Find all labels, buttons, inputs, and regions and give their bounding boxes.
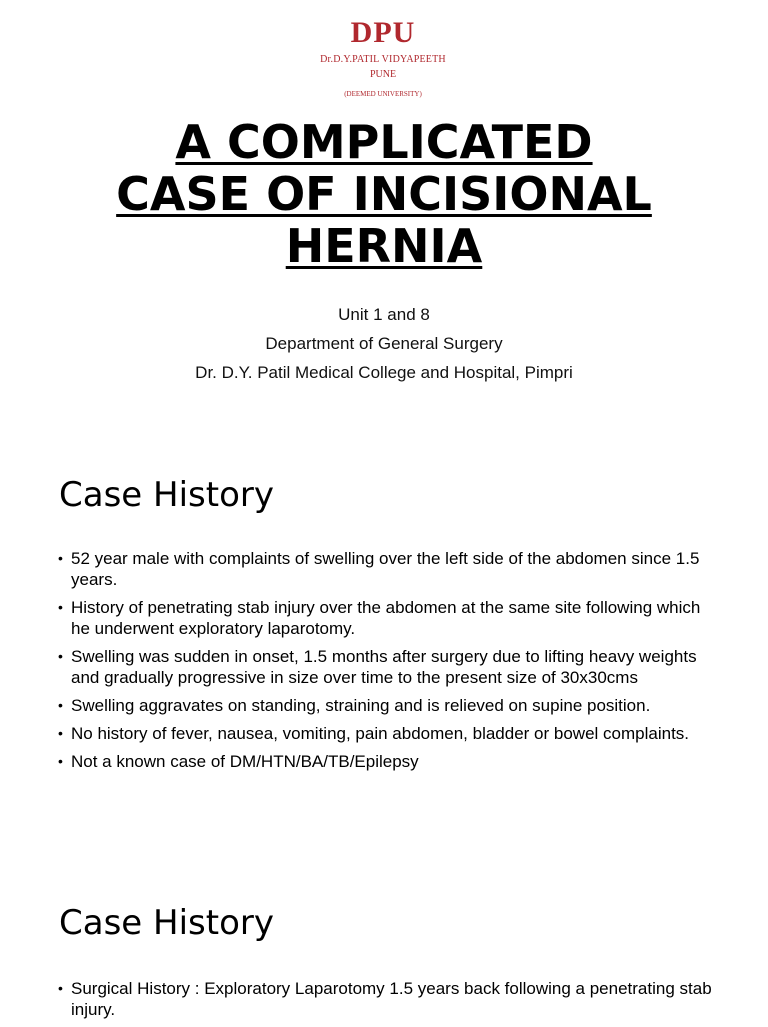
list-item: • History of penetrating stab injury over the abdomen at the same site following which he underwent exploratory laparotomy. — [56, 597, 716, 639]
logo-mark: DPU — [350, 16, 416, 49]
list-item: • No history of fever, nausea, vomiting, pain abdomen, bladder or bowel complaints. — [56, 723, 716, 744]
case-history-slide-1 — [0, 440, 768, 860]
subtitle-department: Department of General Surgery — [265, 334, 503, 353]
subtitle-institution: Dr. D.Y. Patil Medical College and Hospital, Pimpri — [195, 363, 573, 382]
title-line-3: HERNIA — [285, 219, 483, 273]
presentation-title — [60, 116, 708, 272]
presentation-subtitle — [60, 300, 708, 387]
list-item: • Not a known case of DM/HTN/BA/TB/Epilepsy — [56, 751, 716, 772]
slide-heading: Case History — [59, 475, 274, 515]
bullet-list — [56, 548, 716, 779]
list-item: • Swelling aggravates on standing, straining and is relieved on supine position. — [56, 695, 716, 716]
bullet-list — [56, 978, 716, 1027]
logo-status: (DEEMED UNIVERSITY) — [344, 90, 422, 98]
title-line-1: A COMPLICATED — [175, 115, 593, 169]
logo-city: PUNE — [369, 69, 397, 80]
slide-heading: Case History — [59, 903, 274, 943]
list-item: • 52 year male with complaints of swelling over the left side of the abdomen since 1.5 years. — [56, 548, 716, 590]
university-logo — [313, 8, 453, 112]
list-item: • Surgical History : Exploratory Laparotomy 1.5 years back following a penetrating stab injury. — [56, 978, 716, 1020]
list-item: • Swelling was sudden in onset, 1.5 months after surgery due to lifting heavy weights and gradually progressive in size over time to the present size of 30x30cms — [56, 646, 716, 688]
logo-university-name: Dr.D.Y.PATIL VIDYAPEETH — [320, 54, 446, 65]
title-slide — [0, 0, 768, 430]
case-history-slide-2 — [0, 870, 768, 1024]
subtitle-unit: Unit 1 and 8 — [338, 305, 430, 324]
title-line-2: CASE OF INCISIONAL — [116, 167, 652, 221]
